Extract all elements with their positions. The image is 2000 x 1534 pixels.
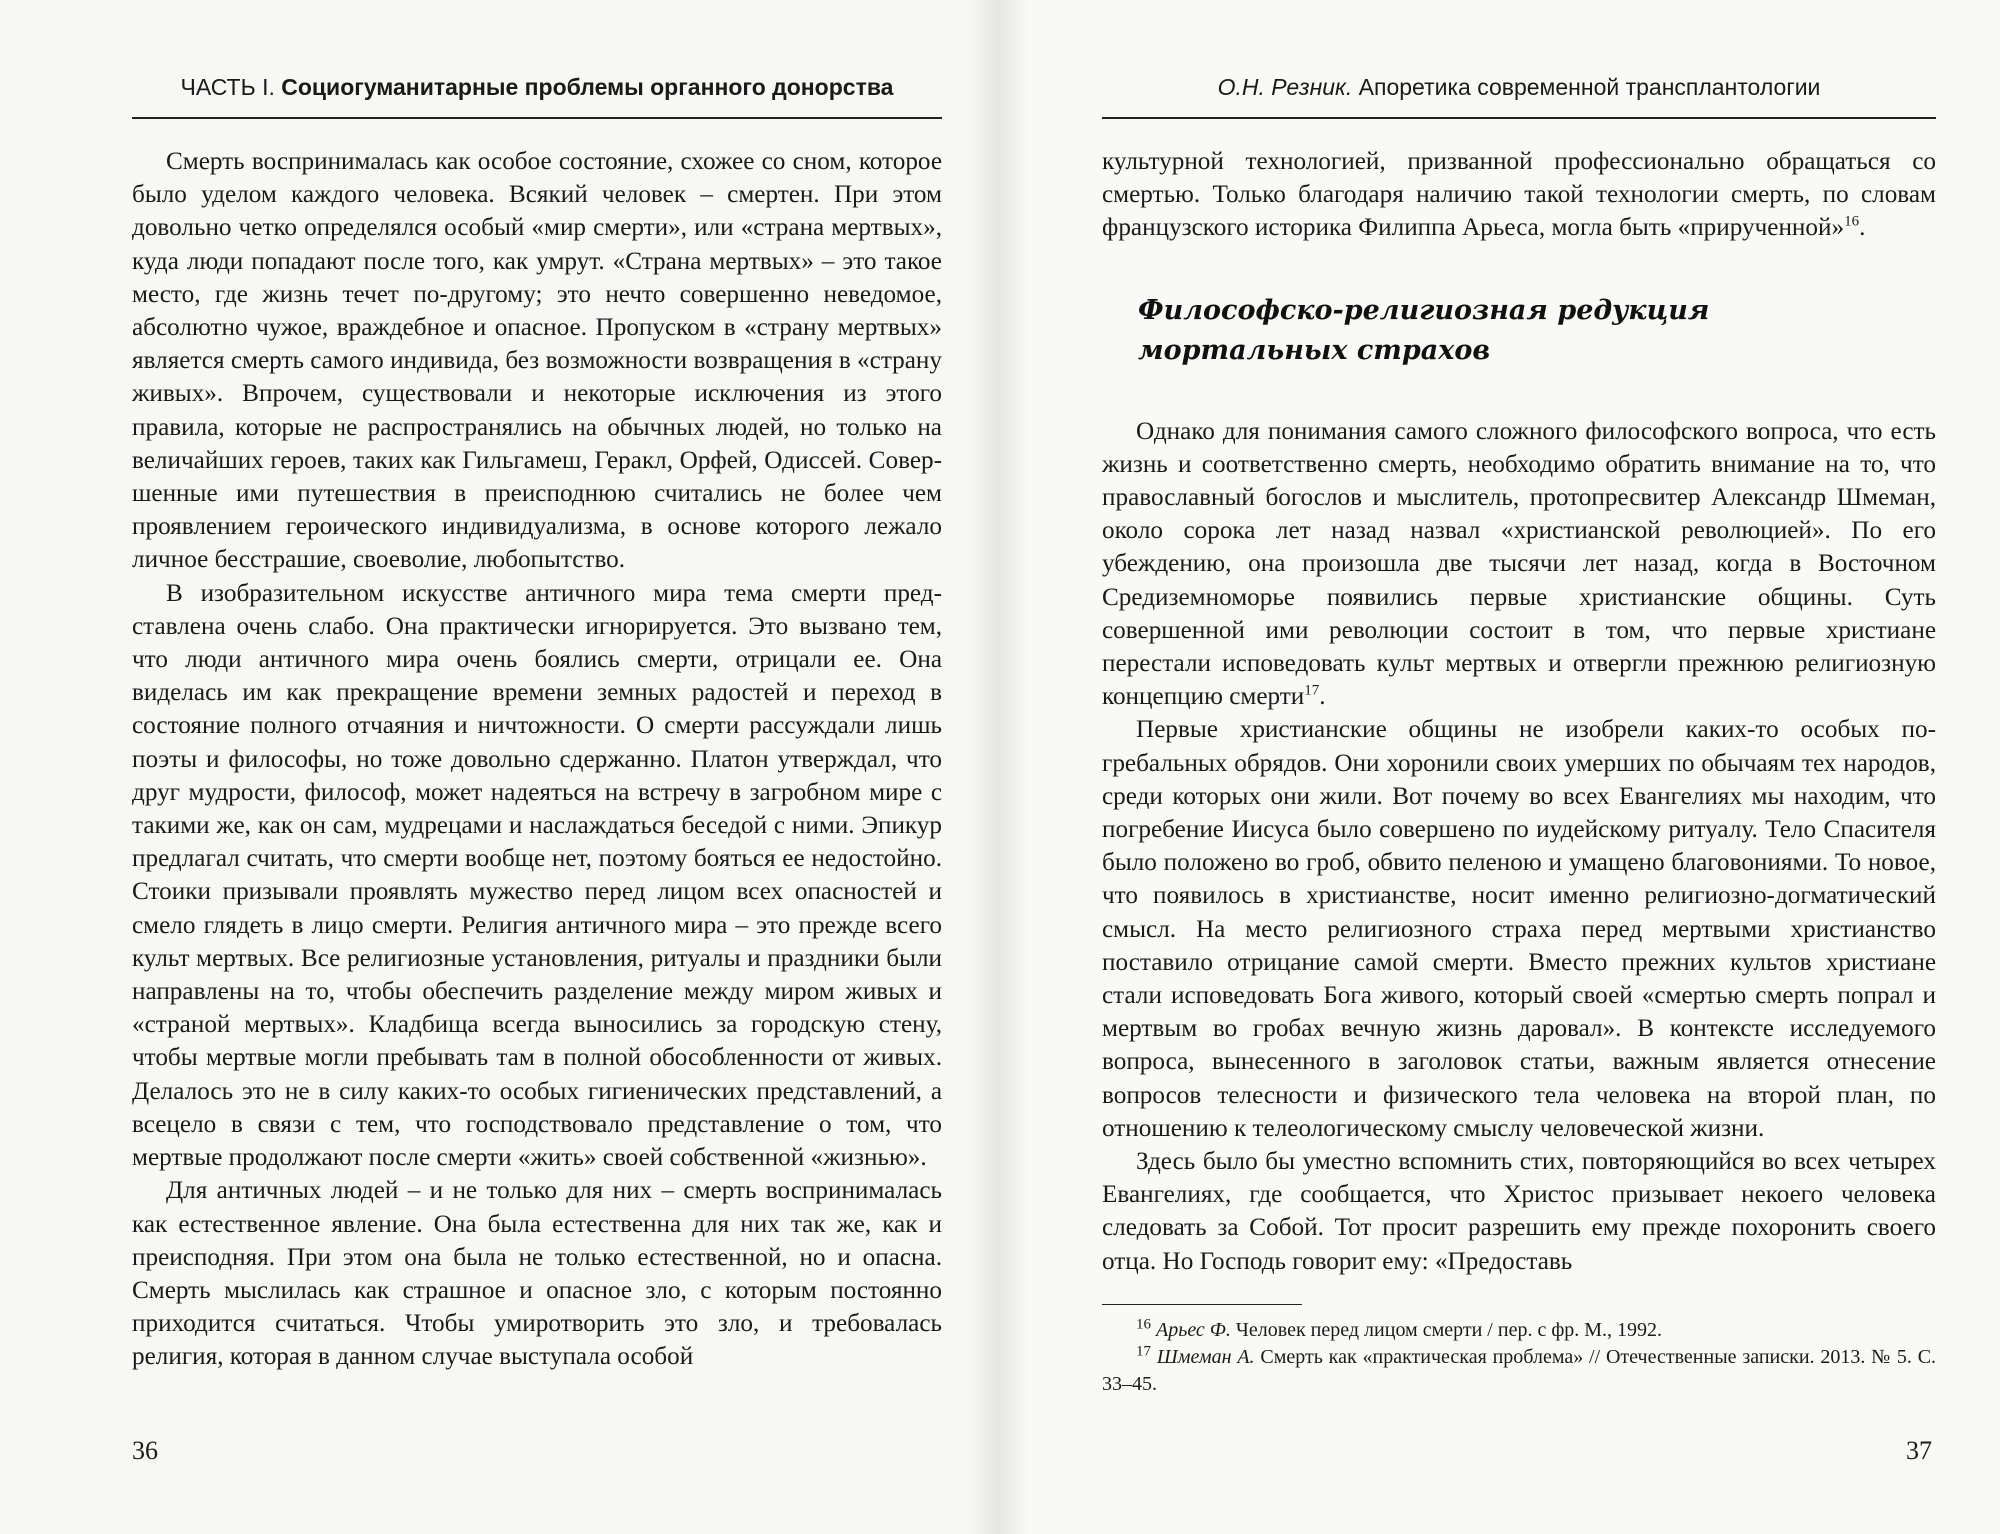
footnote-text: Смерть как «практическая проблема» // Отечественные записки. 2013. № 5. С. 33–45. [1102,1345,1937,1395]
running-head-title: Социогуманитарные проблемы органного донорства [281,74,894,100]
footnote [1102,1344,1936,1398]
gutter-shadow [970,0,1000,1534]
section-title [1138,291,1936,371]
footnote [1102,1317,1936,1344]
footnote-number: 16 [1136,1316,1151,1333]
footnote-author: Шмеман А. [1156,1345,1255,1368]
paragraph-text: культурной технологией, призванной профессионально обращаться со смертью. Только благодаря наличию такой технологии смерть, по словам французского историка Филиппа Арьеса, могла быть «прирученной» [1102,148,1936,242]
running-head-part: ЧАСТЬ I. [180,74,275,100]
paragraph: Для античных людей – и не только для них – смерть воспринималась как естественное явление. Она была естественна для них так же, как и преисподняя. При этом она была не только естественной, но и опасна. Смерть мыслилась как страшное и опасное зло, с которым постоянно приходится считаться. Чтобы умиротворить это зло, и требовалась религия, которая в данном случае выступала особой [132,1177,942,1371]
running-head-left [132,74,942,119]
running-head-title: Апоретика современной трансплантологии [1358,74,1821,100]
paragraph: Здесь было бы уместно вспомнить стих, повторяющийся во всех четырех Евангелиях, где сообщается, что Христос призывает некоего человека следовать за Собой. Тот просит разрешить ему прежде похоронить своего отца. Но Господь говорит ему: «Предоставь [1102,1148,1936,1275]
right-page [1000,0,2000,1534]
section-title-line: Философско-религиозная редукция [1138,294,1710,326]
page-number: 37 [1906,1436,1932,1465]
running-head-author: О.Н. Резник. [1217,74,1353,100]
section-title-line: мортальных страхов [1138,334,1491,366]
footnote-author: Арьес Ф. [1156,1318,1231,1341]
paragraph [1102,415,1936,714]
footnotes [1102,1317,1936,1398]
paragraph [1102,145,1936,245]
footnote-divider [1102,1304,1302,1305]
left-body-text [132,145,942,1374]
paragraph: Смерть воспринималась как особое состояние, схожее со сном, которое было уделом каждого человека. Всякий человек – смертен. При этом довольно четко определялся особый «мир смерти», или «страна мертвых», куда люди попадают после того, как умрут. «Страна мертвых» – это такое место, где жизнь течет по-другому; это нечто совершенно неведомое, абсолютно чужое, враждебное и опасное. Пропуском в «страну мертвых» является смерть самого индивида, без возможности возвращения в «страну живых». Впрочем, существовали и некоторые исключения из этого правила, которые не распространялись на обычных людей, но только на величайших героев, таких как Гильгамеш, Геракл, Орфей, Одиссей. Совершенные ими путешествия в преисподнюю считались не более чем проявлением героического индивидуализма, в основе которого лежало личное бесстрашие, своеволие, любопытство. [132,148,942,574]
page-number: 36 [132,1436,158,1465]
footnote-number: 17 [1136,1343,1151,1360]
gutter-shadow [1000,0,1030,1534]
running-head-right [1102,74,1936,119]
footnote-ref: 16 [1844,214,1860,231]
footnote-ref: 17 [1304,682,1320,699]
paragraph-tail: . [1319,683,1326,711]
paragraph-tail: . [1859,214,1866,242]
paragraph: В изобразительном искусстве античного мира тема смерти представлена очень слабо. Она практически игнорируется. Это вызвано тем, что люди античного мира очень боялись смерти, отрицали ее. Она виделась им как прекращение времени земных радостей и переход в состояние полного отчаяния и ничтожности. О смерти рассуждали лишь поэты и философы, но тоже довольно сдержанно. Платон утверждал, что друг мудрости, философ, может надеяться на встречу в загробном мире с такими же, как он сам, мудрецами и наслаждаться беседой с ними. Эпикур предлагал считать, что смерти вообще нет, поэтому бояться ее недостойно. Стоики призывали проявлять мужество перед лицом всех опасностей и смело глядеть в лицо смерти. Религия античного мира – это прежде всего культ мертвых. Все религиозные установления, ритуалы и праздники были направлены на то, чтобы обеспечить разделение между миром живых и «страной мертвых». Кладбища всегда выносились за городскую стену, чтобы мертвые могли пребывать там в полной обособленности от живых. Делалось это не в силу каких-то особых гигиенических представлений, а всецело в связи с тем, что господствовало представление о том, что мертвые продолжают после смерти «жить» своей собственной «жизнью». [132,579,942,1172]
footnote-text: Человек перед лицом смерти / пер. с фр. М., 1992. [1235,1318,1663,1341]
paragraph: Первые христианские общины не изобрели каких-то особых погребальных обрядов. Они хоронили своих умерших по обычаям тех народов, среди которых они жили. Вот почему во всех Евангелиях мы находим, что погребение Иисуса было совершено по иудейскому ритуалу. Тело Спасителя было положено во гроб, обвито пеленою и умащено благовониями. То новое, что появилось в христианстве, носит именно религиозно-догматический смысл. На место религиозного страха перед мертвыми христианство поставило отрицание самой смерти. Вместо прежних культов христиане стали исповедовать Бога живого, который своей «смертью смерть попрал и мертвым во гробах вечную жизнь даровал». В контексте исследуемого вопроса, вынесенного в заголовок статьи, важным является отнесение вопросов телесности и физического тела человека на второй план, по отношению к телеологическому смыслу человеческой жизни. [1102,716,1936,1142]
right-body-text [1102,145,1936,1278]
paragraph-text: Однако для понимания самого сложного философского вопроса, что есть жизнь и соответственно смерть, необходимо обратить внимание на то, что православный богослов и мыслитель, протопресвитер Александр Шмеман, около сорока лет назад назвал «христианской революцией». По его убеждению, она произошла две тысячи лет назад, когда в Восточном Средиземноморье появились первые христианские общины. Суть совершенной ими революции состоит в том, что первые христиане перестали исповедовать культ мертвых и отвергли прежнюю религиозную концепцию смерти [1102,417,1936,711]
